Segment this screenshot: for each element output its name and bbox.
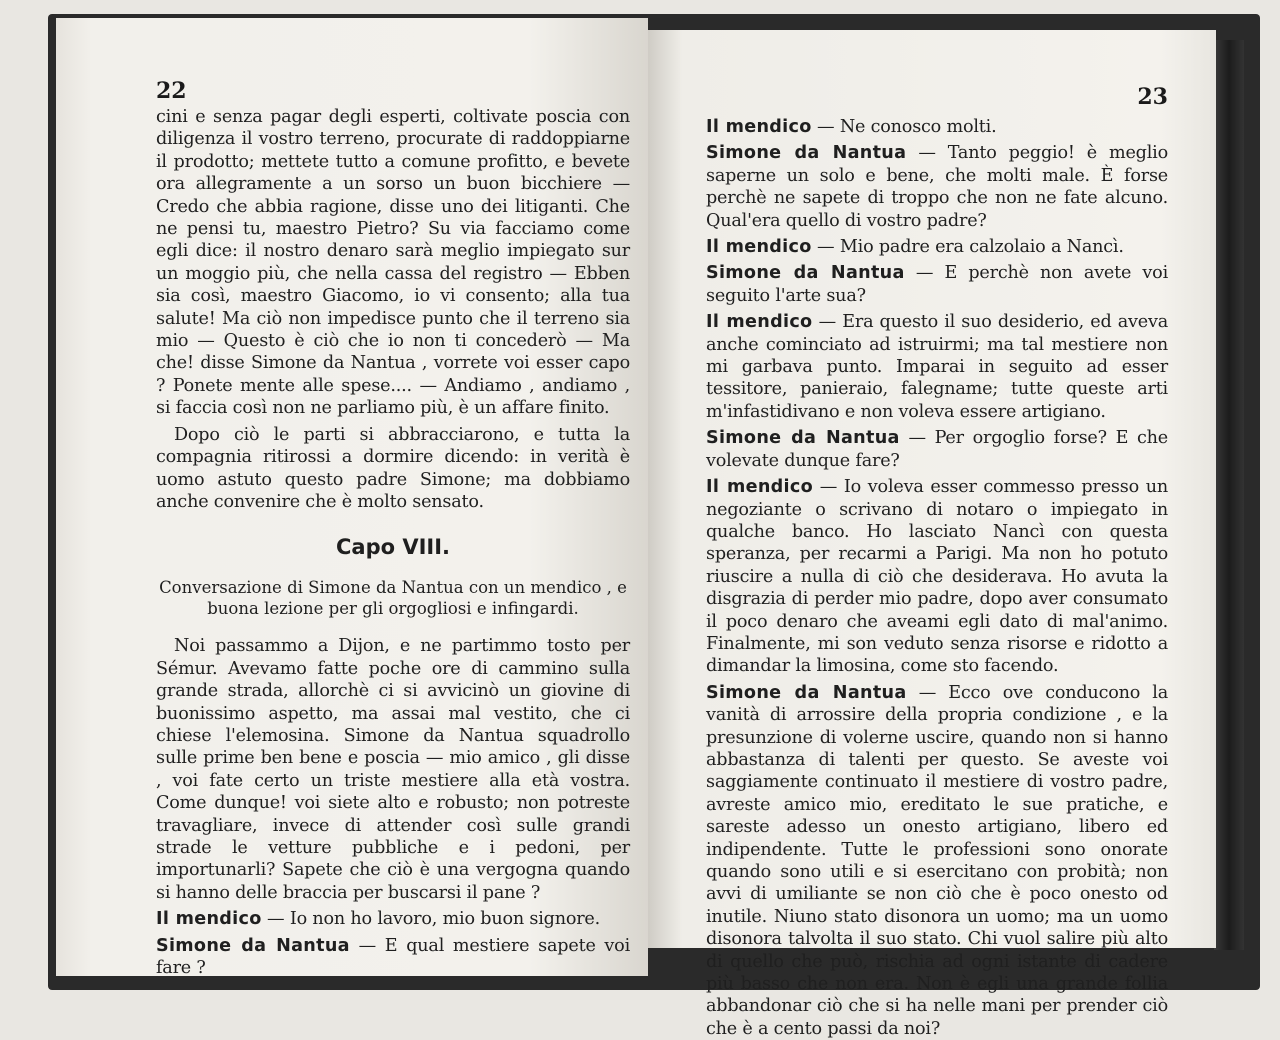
paragraph: Dopo ciò le parti si abbracciarono, e tutta la compagnia ritirossi a dormire dicendo: in verità è uomo astuto questo padre Simone; ma dobbiamo anche convenire che è molto sensato. bbox=[156, 424, 630, 512]
speaker-name: Il mendico bbox=[706, 477, 813, 498]
dialogue-line bbox=[706, 682, 1168, 1040]
dialogue-line bbox=[706, 142, 1168, 232]
speaker-name: Simone da Nantua bbox=[706, 428, 900, 449]
dialogue-text: — Mio padre era calzolaio a Nancì. bbox=[817, 237, 1124, 258]
chapter-title: Capo VIII. bbox=[335, 535, 451, 560]
dialogue-text: — Ecco ove conducono la vanità di arrossire della propria condizione , e la presunzione di volerne uscire, quando non si hanno abbastanza di talenti per questo. Se aveste voi saggiamente continuato il mestiere di vostro padre, avreste amico mio, ereditato le sue pratiche, e sareste adesso un onesto artigiano, libero ed indipendente. Tutte le professioni sono onorate quando sono utili e si esercitano con probità; non avvi di umiliante se non ciò che è poco onesto od inutile. Niuno stato disonora un uomo; ma un uomo disonora talvolta il suo stato. Chi vuol salire più alto di quello che può, rischia ad ogni istante di cadere più basso che non era. Non è egli una grande follia abbandonar ciò che si ha nelle mani per prender ciò che è a cento passi da noi? bbox=[706, 682, 1168, 1039]
dialogue-line bbox=[156, 908, 630, 930]
dialogue-text: — Ne conosco molti. bbox=[817, 117, 997, 137]
page-number-right: 23 bbox=[1137, 84, 1168, 110]
dialogue-text: — Per orgoglio forse? E che volevate dunque fare? bbox=[706, 428, 1168, 471]
speaker-name: Simone da Nantua bbox=[156, 935, 350, 956]
book-spine-edge bbox=[1214, 40, 1244, 950]
dialogue-line bbox=[706, 476, 1168, 678]
paragraph: Noi passammo a Dijon, e ne partimmo tosto per Sémur. Avevamo fatte poche ore di cammino sulla grande strada, allorchè ci si avvicinò un giovine di buonissimo aspetto, ma assai mal vestito, che ci chiese l'elemosina. Simone da Nantua squadrollo sulle prime ben bene e poscia — mio amico , gli disse , voi fate certo un triste mestiere alla età vostra. Come dunque! voi siete alto e robusto; non potreste travagliare, invece di attender così sulle grandi strade le vetture pubbliche e i pedoni, per importunarli? Sapete che ciò è una vergogna quando si hanno delle braccia per buscarsi il pane ? bbox=[156, 636, 630, 903]
page-number-left: 22 bbox=[156, 78, 187, 104]
speaker-name: Il mendico bbox=[156, 909, 262, 930]
left-page bbox=[56, 18, 648, 976]
dialogue-text: — E qual mestiere sapete voi fare ? bbox=[156, 935, 630, 978]
paragraph: cini e senza pagar degli esperti, coltivate poscia con diligenza il vostro terreno, procurate di raddoppiarne il prodotto; mettete tutto a comune profitto, e bevete ora allegramente a un sorso un buon bicchiere — Credo che abbia ragione, disse uno dei litiganti. Che ne pensi tu, maestro Pietro? Su via facciamo come egli dice: il nostro denaro sarà meglio impiegato sur un moggio più, che nella cassa del registro — Ebben sia così, maestro Giacomo, io vi consento; alla tua salute! Ma ciò non impedisce punto che il terreno sia mio — Questo è ciò che io non ti concederò — Ma che! disse Simone da Nantua , vorrete voi esser capo ? Ponete mente alle spese.... — Andiamo , andiamo , si faccia così non ne parliamo più, è un affare finito. bbox=[156, 107, 630, 419]
dialogue-line bbox=[706, 262, 1168, 307]
speaker-name: Il mendico bbox=[706, 117, 812, 137]
dialogue-text: — Io voleva esser commesso presso un negoziante o scrivano di notaro o impiegato in qualche banco. Ho lasciato Nancì con questa speranza, per recarmi a Parigi. Ma non ho potuto riuscire a nulla di ciò che desiderava. Ho avuta la disgrazia di perder mio padre, dopo aver consumato il poco denaro che aveami egli dato di mal'animo. Finalmente, mi son veduto senza risorse e ridotto a dimandar la limosina, come sto facendo. bbox=[706, 477, 1168, 677]
dialogue-text: — E perchè non avete voi seguito l'arte sua? bbox=[706, 263, 1168, 306]
dialogue-line bbox=[706, 427, 1168, 472]
dialogue-text: — Io non ho lavoro, mio buon signore. bbox=[267, 909, 601, 930]
speaker-name: Il mendico bbox=[706, 237, 812, 258]
speaker-name: Simone da Nantua bbox=[706, 143, 907, 164]
speaker-name: Il mendico bbox=[706, 312, 813, 333]
dialogue-line bbox=[156, 935, 630, 980]
right-page bbox=[648, 30, 1216, 1039]
dialogue-line bbox=[706, 116, 1168, 138]
dialogue-text: — Tanto peggio! è meglio saperne un solo e bene, che molti male. È forse perchè ne sapete di troppo che non ne fate alcuno. Qual'era quello di vostro padre? bbox=[706, 143, 1168, 231]
chapter-summary: Conversazione di Simone da Nantua con un mendico , e buona lezione per gli orgogliosi e infingardi. bbox=[159, 578, 627, 619]
speaker-name: Simone da Nantua bbox=[706, 682, 907, 703]
dialogue-line bbox=[706, 236, 1168, 258]
dialogue-line bbox=[706, 311, 1168, 423]
speaker-name: Simone da Nantua bbox=[706, 263, 905, 284]
dialogue-text: — Era questo il suo desiderio, ed aveva anche cominciato ad istruirmi; ma tal mestiere non mi garbava punto. Imparai in seguito ad esser tessitore, panieraio, falegname; tutte queste arti m'infastidivano e non voleva essere artigiano. bbox=[706, 312, 1168, 422]
